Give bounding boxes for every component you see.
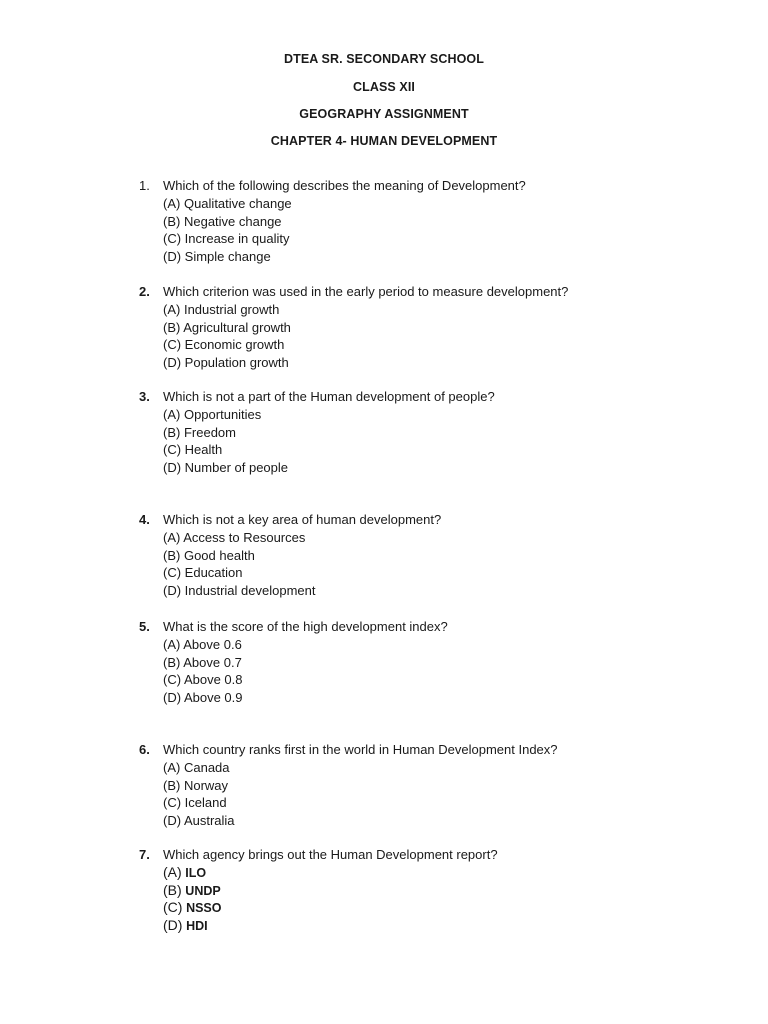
question-number: 6. <box>139 742 150 757</box>
question-3 <box>139 388 739 477</box>
option-d: (D) Simple change <box>163 249 271 265</box>
option-c: (C) Above 0.8 <box>163 672 243 688</box>
option-b: (B) Freedom <box>163 424 236 440</box>
option-b: (B) Agricultural growth <box>163 319 291 335</box>
option-a: (A) Access to Resources <box>163 530 306 545</box>
question-number: 3. <box>139 389 150 404</box>
question-text: Which is not a part of the Human development of people? <box>163 389 495 404</box>
chapter-title: CHAPTER 4- HUMAN DEVELOPMENT <box>270 134 498 148</box>
assignment-title: GEOGRAPHY ASSIGNMENT <box>299 107 469 121</box>
option-c: (C) NSSO <box>163 899 222 916</box>
option-d: (D) HDI <box>163 917 208 934</box>
option-d: (D) Population growth <box>163 355 289 371</box>
question-number: 2. <box>139 284 150 299</box>
question-text: Which agency brings out the Human Development report? <box>163 847 498 862</box>
option-a: (A) ILO <box>163 864 207 880</box>
question-7 <box>139 846 739 935</box>
option-a: (A) Above 0.6 <box>163 637 242 652</box>
question-text: Which of the following describes the meaning of Development? <box>163 178 526 193</box>
option-a: (A) Industrial growth <box>163 302 280 317</box>
question-5 <box>139 618 739 707</box>
option-b: (B) Above 0.7 <box>163 654 242 670</box>
option-b: (B) Norway <box>163 777 229 793</box>
option-a: (A) Canada <box>163 760 230 775</box>
option-a: (A) Opportunities <box>163 407 262 422</box>
question-4 <box>139 511 739 600</box>
question-2 <box>139 283 739 372</box>
option-c: (C) Increase in quality <box>163 231 290 247</box>
option-c: (C) Health <box>163 442 223 458</box>
question-number: 4. <box>139 512 150 527</box>
question-1 <box>139 177 739 266</box>
question-text: Which is not a key area of human development? <box>163 512 442 527</box>
option-d: (D) Number of people <box>163 460 289 476</box>
option-b: (B) Good health <box>163 547 255 563</box>
class-title: CLASS XII <box>352 80 416 94</box>
question-number: 5. <box>139 619 150 634</box>
question-6 <box>139 741 739 830</box>
option-c: (C) Economic growth <box>163 337 285 353</box>
option-d: (D) Above 0.9 <box>163 690 243 706</box>
question-text: Which criterion was used in the early period to measure development? <box>163 284 569 299</box>
option-b: (B) Negative change <box>163 213 282 229</box>
question-text: What is the score of the high development index? <box>163 619 448 634</box>
option-c: (C) Education <box>163 565 243 581</box>
school-name: DTEA SR. SECONDARY SCHOOL <box>284 52 484 66</box>
question-text: Which country ranks first in the world in Human Development Index? <box>163 742 558 757</box>
option-b: (B) UNDP <box>163 881 221 898</box>
question-number: 1. <box>139 178 150 193</box>
option-a: (A) Qualitative change <box>163 196 292 211</box>
option-d: (D) Industrial development <box>163 583 316 599</box>
question-number: 7. <box>139 847 150 862</box>
option-d: (D) Australia <box>163 813 235 829</box>
option-c: (C) Iceland <box>163 795 227 811</box>
